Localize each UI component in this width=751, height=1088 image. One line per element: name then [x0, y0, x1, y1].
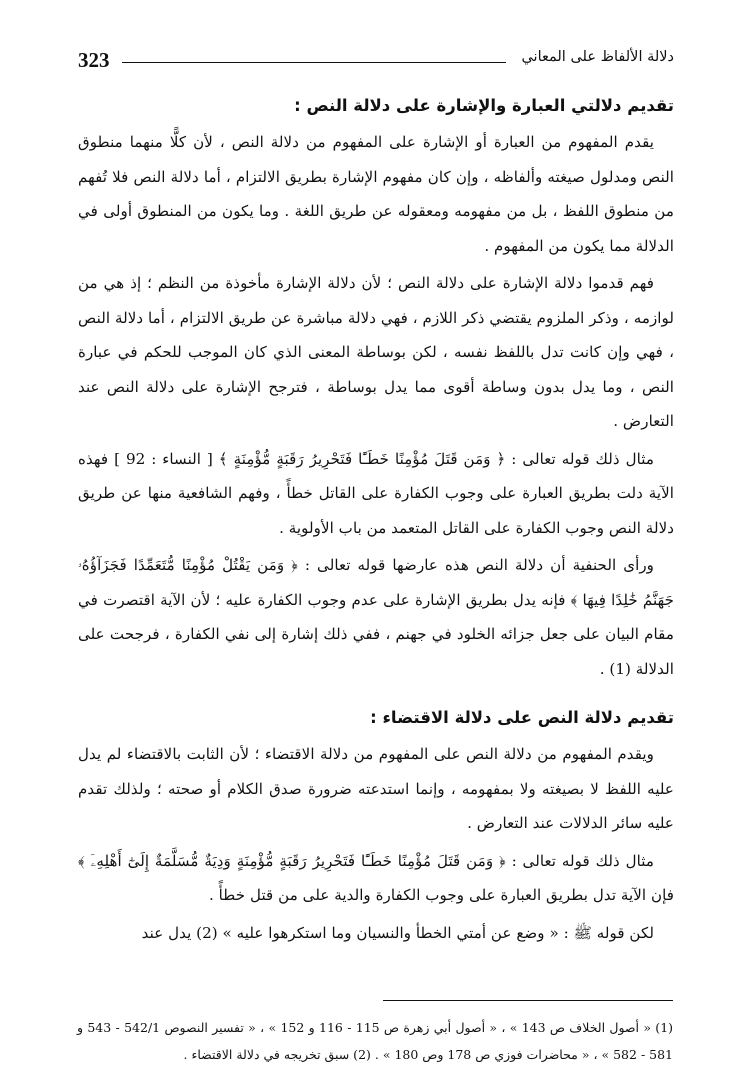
section-heading: تقديم دلالتي العبارة والإشارة على دلالة النص :	[294, 96, 674, 115]
paragraph: فهم قدموا دلالة الإشارة على دلالة النص ؛ لأن دلالة الإشارة مأخوذة من النظم ؛ إذ هي من لوازمه ، وذكر الملزوم يقتضي ذكر اللازم ، فهي دلالة مباشرة عن طريق الالتزام ، أما دلالة النص ، فهي وإن كانت تدل باللفظ نفسه ، لكن بوساطة المعنى الذي كان الموجب للحكم في عبارة النص ، وما يدل بدون وساطة أقوى مما يدل بوساطة ، فترجح الإشارة على دلالة النص عند التعارض .	[78, 274, 674, 430]
footnote: (1) « أصول الخلاف ص 143 » ، « أصول أبي زهرة ص 115 - 116 و 152 » ، « تفسير النصوص 542/1 - 543 و 581 - 582 » ، « محاضرات فوزي ص 178 وص 180 » . (2) سبق تخريجه في دلالة الاقتضاء .	[77, 1020, 674, 1062]
paragraph: لكن قوله ﷺ : « وضع عن أمتي الخطأ والنسيان وما استكرهوا عليه » (2) يدل عند	[141, 923, 654, 942]
footnotes	[77, 1014, 673, 1068]
section-heading: تقديم دلالة النص على دلالة الاقتضاء :	[370, 708, 674, 727]
running-title: دلالة الألفاظ على المعاني	[521, 49, 674, 65]
paragraph: يقدم المفهوم من العبارة أو الإشارة على المفهوم من دلالة النص ، لأن كلًّا منهما منطوق النص ومدلول صيغته وألفاظه ، وإن كان مفهوم الإشارة بطريق الالتزام ، أما دلالة النص فلا تُفهم من منطوق اللفظ ، بل من مفهومه ومعقوله عن طريق اللغة . وما يكون من المنطوق أولى في الدلالة مما يكون من المفهوم .	[78, 133, 674, 255]
paragraph: مثال ذلك قوله تعالى : ﴿ وَمَن قَتَلَ مُؤْمِنًا خَطَـًٔا فَتَحْرِيرُ رَقَبَةٍ مُّؤْمِنَةٍ وَدِيَةٌ مُّسَلَّمَةٌ إِلَىٰٓ أَهْلِهِۦٓ ﴾ فإن الآية تدل بطريق العبارة على وجوب الكفارة والدية على من قتل خطأً .	[78, 851, 674, 904]
paragraph: ورأى الحنفية أن دلالة النص هذه عارضها قوله تعالى : ﴿ وَمَن يَقْتُلْ مُؤْمِنًا مُّتَعَمِّدًا فَجَزَآؤُهُۥ جَهَنَّمُ خَٰلِدًا فِيهَا ﴾ فإنه يدل بطريق الإشارة على عدم وجوب الكفارة عليه ؛ لأن الآية اقتصرت في مقام البيان على جعل جزائه الخلود في جهنم ، ففي ذلك إشارة إلى نفي الكفارة ، فرجحت على الدلالة (1) .	[78, 556, 674, 678]
header-rule	[122, 62, 506, 63]
footnote-rule	[383, 1000, 673, 1001]
page-number: 323	[78, 48, 110, 72]
paragraph: مثال ذلك قوله تعالى : ﴿ وَمَن قَتَلَ مُؤْمِنًا خَطَـًٔا فَتَحْرِيرُ رَقَبَةٍ مُّؤْمِنَةٍ ﴾ [ النساء : 92 ] فهذه الآية دلت بطريق العبارة على وجوب الكفارة على القاتل خطأً ، وفهم الشافعية منها عن طريق دلالة النص وجوب الكفارة على القاتل المتعمد من باب الأولوية .	[78, 449, 674, 537]
section-1	[78, 96, 674, 686]
book-page	[78, 40, 674, 953]
page-header	[78, 40, 674, 74]
paragraph: ويقدم المفهوم من دلالة النص على المفهوم من دلالة الاقتضاء ؛ لأن الثابت بالاقتضاء لم يدل عليه اللفظ لا بصيغته ولا بمفهومه ، وإنما استدعته ضرورة صدق الكلام أو صحته ؛ ولذلك تقدم عليه سائر الدلالات عند التعارض .	[78, 745, 674, 832]
section-2	[78, 708, 674, 950]
